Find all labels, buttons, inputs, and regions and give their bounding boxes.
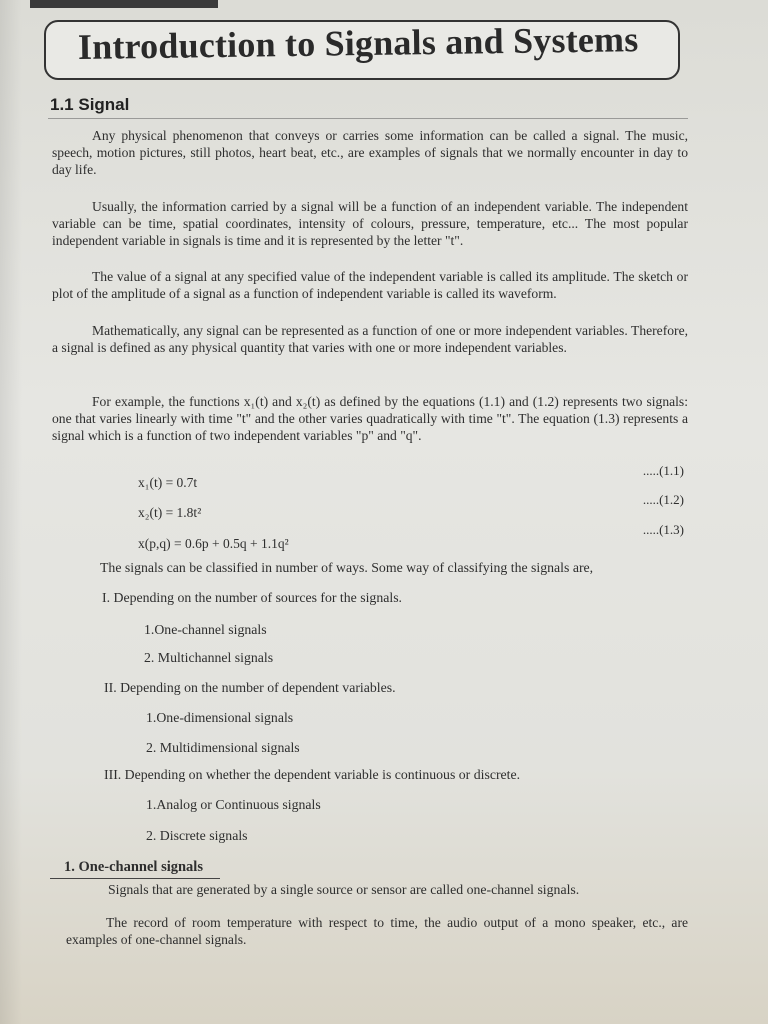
class-title: I. Depending on the number of sources for the signals.: [102, 590, 403, 605]
class-item: 1.One-dimensional signals: [146, 710, 294, 725]
class-title: II. Depending on the number of dependent variables.: [104, 680, 396, 695]
chapter-heading: Introduction to Signals and Systems: [77, 19, 639, 67]
paragraph: Any physical phenomenon that conveys or carries some information can be called a signal. The music, speech, motion pictures, still photos, heart beat, etc., are examples of signals that we normally encounter in day to day life.: [52, 128, 688, 177]
class-item: 1.Analog or Continuous signals: [146, 797, 321, 812]
section-title: 1.1 Signal: [50, 95, 130, 114]
class-item: 1.One-channel signals: [144, 622, 267, 637]
equation-number: .....(1.2): [642, 492, 684, 507]
equation-number: .....(1.1): [642, 463, 684, 478]
paragraph: The record of room temperature with respect to time, the audio output of a mono speaker, etc., are examples of one-channel signals.: [66, 915, 688, 947]
subsection-underline: [50, 878, 220, 879]
section-divider: [48, 118, 688, 119]
paragraph: Signals that are generated by a single source or sensor are called one-channel signals.: [108, 882, 580, 897]
equation-number: .....(1.3): [642, 522, 684, 537]
class-title: III. Depending on whether the dependent variable is continuous or discrete.: [104, 767, 521, 782]
paragraph: Usually, the information carried by a signal will be a function of an independent variable. The independent variable can be time, spatial coordinates, intensity of colours, pressure, temperature, etc... The most popular independent variable in signals is time and it is represented by the letter "t".: [52, 199, 688, 248]
paragraph: For example, the functions x₁(t) and x₂(t) as defined by the equations (1.1) and (1.2) represents two signals: one that varies linearly with time "t" and the other varies quadratically with time "t". The equation (1.3) represents a signal which is a function of two independent variables "p" and "q".: [52, 394, 688, 443]
paragraph: Mathematically, any signal can be represented as a function of one or more independent variables. Therefore, a signal is defined as any physical quantity that varies with one or more independent variables.: [52, 323, 688, 355]
class-item: 2. Multidimensional signals: [146, 740, 300, 755]
equation: x₁(t) = 0.7t: [138, 475, 198, 490]
equation: x(p,q) = 0.6p + 0.5q + 1.1q²: [138, 536, 289, 551]
class-item: 2. Discrete signals: [146, 828, 248, 843]
equation: x₂(t) = 1.8t²: [138, 505, 202, 520]
top-bar: [30, 0, 218, 8]
page-edge-shadow: [0, 0, 22, 1024]
subsection-title: 1. One-channel signals: [64, 859, 203, 875]
class-item: 2. Multichannel signals: [144, 650, 274, 665]
classification-intro: The signals can be classified in number of ways. Some way of classifying the signals are,: [100, 560, 594, 575]
paragraph: The value of a signal at any specified value of the independent variable is called its amplitude. The sketch or plot of the amplitude of a signal as a function of independent variable is called its waveform.: [52, 269, 688, 301]
